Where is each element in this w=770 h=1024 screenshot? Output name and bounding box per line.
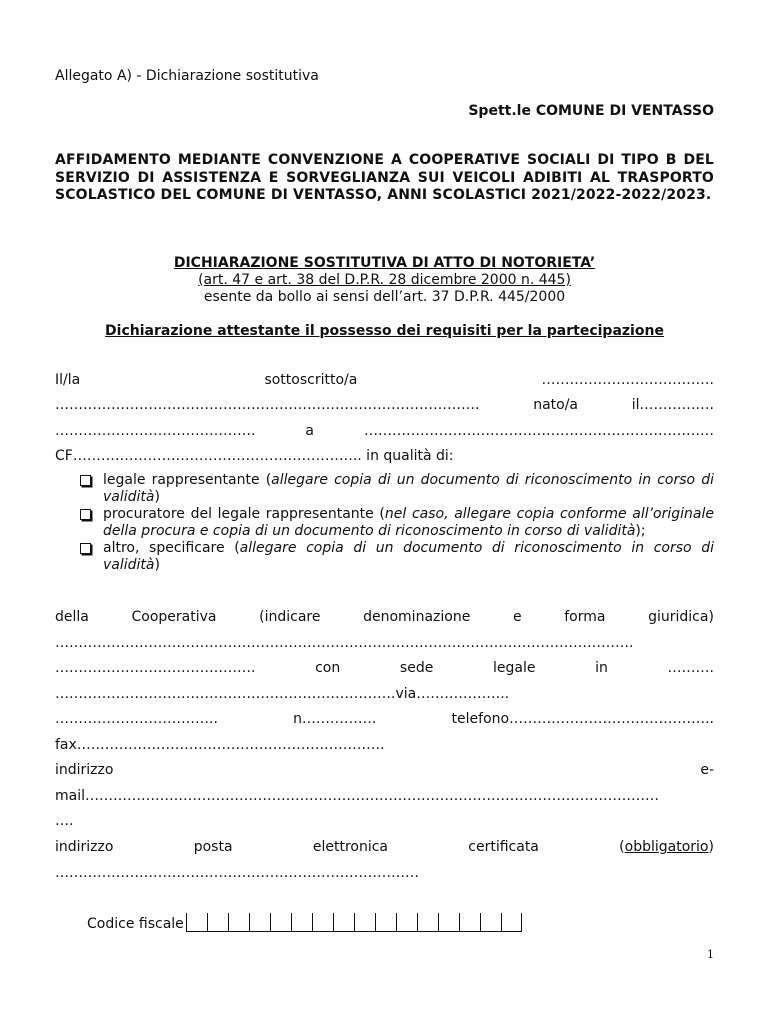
option-end: ) (154, 557, 160, 573)
label-sottoscritto: sottoscritto/a (264, 372, 358, 388)
codice-fiscale-cell[interactable] (501, 913, 522, 931)
option-label: altro, specificare ( (103, 540, 240, 556)
option-end: ); (635, 523, 646, 539)
label-obbligatorio: (obbligatorio) (619, 839, 714, 855)
field-email[interactable]: mail…………………………………………………………………………………………………………… (55, 788, 659, 804)
field-phone[interactable]: telefono…………………………………….. (451, 711, 714, 727)
form-line-born (55, 397, 714, 413)
form-line-cooperative (55, 609, 714, 625)
purpose-title: Dichiarazione attestante il possesso dei requisiti per la partecipazione (105, 323, 664, 339)
label-a: a (305, 423, 315, 439)
label-e: e (512, 609, 522, 625)
form-line-seat (55, 660, 714, 676)
recipient-line: Spett.le COMUNE DI VENTASSO (468, 103, 714, 119)
codice-fiscale-cell[interactable] (186, 913, 207, 931)
form-line-phone (55, 711, 714, 727)
field-birth-date-cont[interactable]: ……………………………………. (55, 423, 256, 439)
form-line-email-label (55, 762, 714, 778)
codice-fiscale-cell[interactable] (207, 913, 228, 931)
codice-fiscale-row (87, 913, 522, 932)
label-giuridica: giuridica) (648, 609, 714, 625)
codice-fiscale-cell[interactable] (459, 913, 480, 931)
codice-fiscale-cell[interactable] (228, 913, 249, 931)
stamp-exemption: esente da bollo ai sensi dell’art. 37 D.P.R. 445/2000 (203, 289, 566, 305)
label-con: con (315, 660, 341, 676)
form-line-cf (55, 448, 714, 464)
field-pec[interactable]: …………………………………………………………………… (55, 865, 419, 881)
label-indicare: (indicare (259, 609, 321, 625)
option-legale-rappresentante[interactable] (78, 472, 714, 506)
checkbox-icon[interactable] (80, 509, 91, 520)
option-procuratore[interactable] (78, 506, 714, 540)
codice-fiscale-cell[interactable] (249, 913, 270, 931)
role-options (78, 472, 714, 574)
form-line-pec (55, 865, 714, 881)
form-line-email-cont (55, 813, 714, 829)
label-indirizzo: indirizzo (55, 762, 114, 778)
label-certificata: certificata (468, 839, 539, 855)
law-reference: (art. 47 e art. 38 del D.P.R. 28 dicembre 2000 n. 445) (198, 272, 571, 288)
field-birth-date[interactable]: il……………. (631, 397, 714, 413)
label-indirizzo-pec: indirizzo (55, 839, 114, 855)
option-note: allegare copia di un documento di riconoscimento in corso di validità (103, 472, 714, 505)
form-line-email (55, 788, 714, 804)
codice-fiscale-cell[interactable] (354, 913, 375, 931)
codice-fiscale-cell[interactable] (417, 913, 438, 931)
label-il-la: Il/la (55, 372, 81, 388)
label-nato: nato/a (533, 397, 579, 413)
checkbox-icon[interactable] (80, 475, 91, 486)
label-posta: posta (193, 839, 233, 855)
form-line-address (55, 686, 714, 702)
page-number: 1 (707, 948, 714, 961)
option-label: procuratore del legale rappresentante ( (103, 506, 385, 522)
codice-fiscale-cell[interactable] (312, 913, 333, 931)
field-cf[interactable]: CF…………………………………………………….. in qualità di: (55, 448, 454, 464)
field-name-cont[interactable]: ………………………………………………………………………………. (55, 397, 480, 413)
option-altro[interactable] (78, 540, 714, 574)
field-coop-name-cont[interactable]: ……………………………………. (55, 660, 256, 676)
codice-fiscale-cell[interactable] (375, 913, 396, 931)
form-line-fax (55, 737, 714, 753)
label-legale: legale (492, 660, 536, 676)
codice-fiscale-cells[interactable] (186, 913, 522, 932)
codice-fiscale-cell[interactable] (438, 913, 459, 931)
field-email-cont[interactable]: …. (55, 813, 74, 829)
form-line-coop-name (55, 635, 714, 651)
label-e: e- (700, 762, 714, 778)
form-line-pec-label (55, 839, 714, 855)
main-title: DICHIARAZIONE SOSTITUTIVA DI ATTO DI NOTORIETA’ (173, 255, 596, 271)
label-denominazione: denominazione (363, 609, 471, 625)
allegato-label: Allegato A) - Dichiarazione sostitutiva (55, 68, 319, 84)
label-elettronica: elettronica (312, 839, 388, 855)
codice-fiscale-cell[interactable] (480, 913, 501, 931)
field-fax[interactable]: fax………………………………………………………… (55, 737, 385, 753)
field-coop-name[interactable]: ……………………………………………………………………………………………………………. (55, 635, 634, 651)
checkbox-icon[interactable] (80, 543, 91, 554)
subject-heading: AFFIDAMENTO MEDIANTE CONVENZIONE A COOPERATIVE SOCIALI DI TIPO B DEL SERVIZIO DI ASSISTENZA E SORVEGLIANZA SUI VEICOLI ADIBITI AL TRASPORTO SCOLASTICO DEL COMUNE DI VENTASSO, ANNI SCOLASTICI 2021/2022-2022/2023. (55, 152, 714, 203)
field-city[interactable]: ………. (667, 660, 714, 676)
field-name[interactable]: ………………………………. (541, 372, 714, 388)
field-street[interactable]: …………………………….. (55, 711, 218, 727)
label-sede: sede (399, 660, 434, 676)
label-cooperativa: Cooperativa (131, 609, 217, 625)
form-line-birthplace (55, 423, 714, 439)
option-end: ) (154, 489, 160, 505)
codice-fiscale-cell[interactable] (270, 913, 291, 931)
option-note: allegare copia di un documento di riconoscimento in corso di validità (103, 540, 714, 573)
label-della: della (55, 609, 89, 625)
option-note: nel caso, allegare copia conforme all’originale della procura e copia di un documento di riconoscimento in corso di validità (103, 506, 714, 539)
codice-fiscale-cell[interactable] (333, 913, 354, 931)
label-forma: forma (564, 609, 606, 625)
form-line-undersigned (55, 372, 714, 388)
codice-fiscale-label: Codice fiscale (87, 916, 184, 932)
field-number[interactable]: n……………. (293, 711, 377, 727)
label-in: in (595, 660, 608, 676)
option-label: legale rappresentante ( (103, 472, 272, 488)
codice-fiscale-cell[interactable] (396, 913, 417, 931)
field-address[interactable]: ……………………………………………………………….via……………….. (55, 686, 510, 702)
field-birthplace[interactable]: ………………………………………………………………… (363, 423, 714, 439)
codice-fiscale-cell[interactable] (291, 913, 312, 931)
